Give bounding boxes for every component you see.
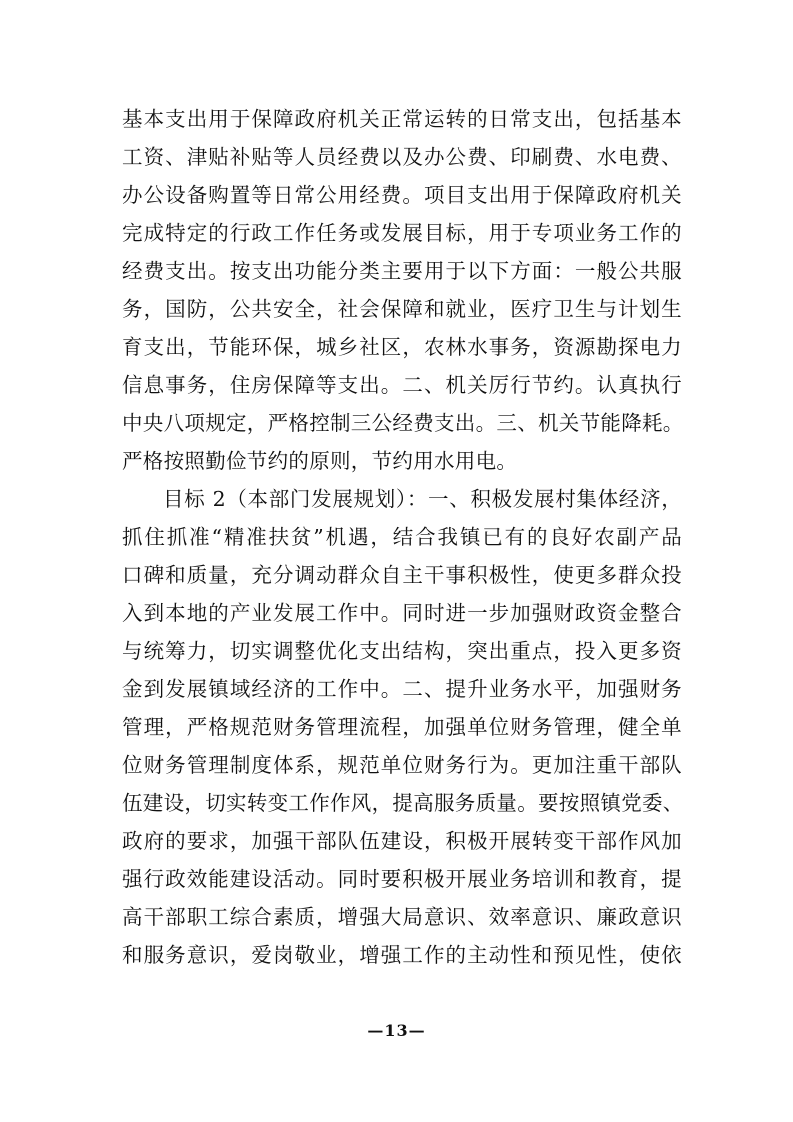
text-line: 强行政效能建设活动。同时要积极开展业务培训和教育，提	[122, 867, 682, 891]
text-line: 口碑和质量，充分调动群众自主干事积极性，使更多群众投	[122, 563, 682, 587]
text-line: 经费支出。按支出功能分类主要用于以下方面：一般公共服	[122, 259, 682, 283]
text-line: 抓住抓准“精准扶贫”机遇，结合我镇已有的良好农副产品	[122, 525, 682, 549]
text-line: 和服务意识，爱岗敬业，增强工作的主动性和预见性，使依	[122, 943, 682, 967]
text-line: 办公设备购置等日常公用经费。项目支出用于保障政府机关	[122, 183, 682, 207]
text-line: 位财务管理制度体系，规范单位财务行为。更加注重干部队	[122, 753, 682, 777]
text-line: 工资、津贴补贴等人员经费以及办公费、印刷费、水电费、	[122, 145, 682, 169]
text-line: 目标 2（本部门发展规划）：一、积极发展村集体经济，	[163, 487, 682, 511]
text-line: 入到本地的产业发展工作中。同时进一步加强财政资金整合	[122, 601, 682, 625]
text-line: 金到发展镇域经济的工作中。二、提升业务水平，加强财务	[122, 677, 682, 701]
text-line: 务，国防，公共安全，社会保障和就业，医疗卫生与计划生	[122, 297, 682, 321]
text-line: 与统筹力，切实调整优化支出结构，突出重点，投入更多资	[122, 639, 682, 663]
text-line: 信息事务，住房保障等支出。二、机关厉行节约。认真执行	[122, 373, 682, 397]
text-line: 育支出，节能环保，城乡社区，农林水事务，资源勘探电力	[122, 335, 682, 359]
page-number: —13—	[367, 1021, 426, 1040]
text-line: 完成特定的行政工作任务或发展目标，用于专项业务工作的	[122, 221, 682, 245]
text-line: 政府的要求，加强干部队伍建设，积极开展转变干部作风加	[122, 829, 682, 853]
text-line: 高干部职工综合素质，增强大局意识、效率意识、廉政意识	[122, 905, 682, 929]
text-line: 严格按照勤俭节约的原则，节约用水用电。	[122, 449, 518, 473]
text-line: 伍建设，切实转变工作作风，提高服务质量。要按照镇党委、	[122, 791, 684, 815]
text-line: 基本支出用于保障政府机关正常运转的日常支出，包括基本	[122, 107, 682, 131]
text-line: 管理，严格规范财务管理流程，加强单位财务管理，健全单	[122, 715, 682, 739]
body-text	[122, 100, 682, 974]
text-line: 中央八项规定，严格控制三公经费支出。三、机关节能降耗。	[122, 411, 684, 435]
